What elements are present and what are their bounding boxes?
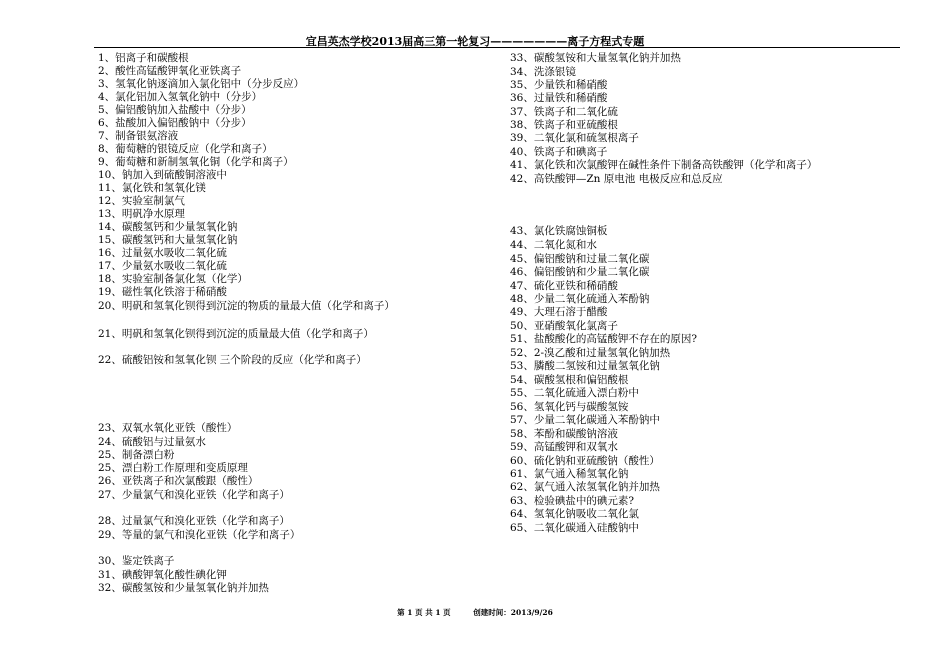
question-item: 24、硫酸铝与过量氨水 [98, 436, 206, 448]
question-item: 57、少量二氧化碳通入苯酚钠中 [510, 414, 660, 426]
question-item: 35、少量铁和稀硝酸 [510, 79, 608, 91]
question-item: 58、苯酚和碳酸钠溶液 [510, 428, 618, 440]
question-item: 40、铁离子和碘离子 [510, 146, 608, 158]
question-item: 16、过量氨水吸收二氧化硫 [98, 247, 227, 259]
question-item: 5、偏铝酸钠加入盐酸中（分步） [98, 104, 252, 116]
question-item: 54、碳酸氢根和偏铝酸根 [510, 374, 629, 386]
creation-date: 创建时间：2013/9/26 [473, 608, 553, 617]
question-item: 45、偏铝酸钠和过量二氧化碳 [510, 253, 650, 265]
question-item: 25、制备漂白粉 [98, 449, 175, 461]
question-item: 14、碳酸氢钙和少量氢氧化钠 [98, 221, 238, 233]
question-item: 50、亚硝酸氧化氯离子 [510, 320, 618, 332]
question-item: 56、氢氧化钙与碳酸氢铵 [510, 401, 629, 413]
question-item: 18、实验室制备氯化氢（化学） [98, 273, 248, 285]
question-item: 48、少量二氧化硫通入苯酚钠 [510, 293, 650, 305]
question-item: 21、明矾和氢氧化钡得到沉淀的质量最大值（化学和离子） [98, 328, 374, 340]
question-item: 12、实验室制氯气 [98, 195, 185, 207]
document-title: 宜昌英杰学校2013届高三第一轮复习———————离子方程式专题 [305, 35, 645, 48]
question-item: 33、碳酸氢铵和大量氢氧化钠并加热 [510, 52, 681, 64]
question-item: 19、磁性氧化铁溶于稀硝酸 [98, 286, 227, 298]
page-footer [0, 607, 950, 618]
question-item: 4、氯化铝加入氢氧化钠中（分步） [98, 91, 263, 103]
question-item: 44、二氧化氮和水 [510, 239, 597, 251]
question-item: 23、双氧水氧化亚铁（酸性） [98, 422, 238, 434]
question-item: 20、明矾和氢氧化钡得到沉淀的物质的量最大值（化学和离子） [98, 300, 395, 312]
question-item: 55、二氧化硫通入漂白粉中 [510, 387, 639, 399]
page-number: 第 1 页 共 1 页 [397, 608, 451, 617]
question-item: 41、氯化铁和次氯酸钾在碱性条件下制备高铁酸钾（化学和离子） [510, 159, 818, 171]
question-item: 49、大理石溶于醋酸 [510, 306, 608, 318]
header-rule [94, 47, 900, 48]
question-item: 39、二氧化氯和硫氢根离子 [510, 132, 639, 144]
question-item: 10、钠加入到硫酸铜溶液中 [98, 169, 227, 181]
question-item: 22、硫酸铝铵和氢氧化钡 三个阶段的反应（化学和离子） [98, 354, 367, 366]
question-item: 61、氯气通入稀氢氧化钠 [510, 468, 629, 480]
question-item: 29、等量的氯气和溴化亚铁（化学和离子） [98, 529, 301, 541]
question-item: 34、洗涤银镜 [510, 66, 576, 78]
question-item: 53、膦酸二氢铵和过量氢氧化钠 [510, 360, 660, 372]
question-item: 1、铝离子和碳酸根 [98, 52, 189, 64]
question-item: 31、碘酸钾氧化酸性碘化钾 [98, 569, 227, 581]
question-item: 3、氢氧化钠逐滴加入氯化铝中（分步反应） [98, 78, 305, 90]
question-item: 46、偏铝酸钠和少量二氧化碳 [510, 266, 650, 278]
question-item: 42、高铁酸钾—Zn 原电池 电极反应和总反应 [510, 173, 723, 185]
question-item: 17、少量氨水吸收二氧化硫 [98, 260, 227, 272]
question-item: 63、检验碘盐中的碘元素? [510, 495, 634, 507]
question-item: 51、盐酸酸化的高锰酸钾不存在的原因? [510, 333, 697, 345]
question-item: 62、氯气通入浓氢氧化钠并加热 [510, 481, 660, 493]
question-item: 13、明矾净水原理 [98, 208, 185, 220]
question-item: 37、铁离子和二氧化硫 [510, 106, 618, 118]
question-item: 25、漂白粉工作原理和变质原理 [98, 462, 248, 474]
question-item: 60、硫化钠和亚硫酸钠（酸性） [510, 455, 660, 467]
question-item: 2、酸性高锰酸钾氧化亚铁离子 [98, 65, 242, 77]
question-item: 11、氯化铁和氢氧化镁 [98, 182, 206, 194]
question-item: 26、亚铁离子和次氯酸跟（酸性） [98, 475, 259, 487]
question-item: 8、葡萄糖的银镜反应（化学和离子） [98, 143, 273, 155]
question-item: 43、氯化铁腐蚀铜板 [510, 225, 608, 237]
question-item: 27、少量氯气和溴化亚铁（化学和离子） [98, 489, 290, 501]
question-item: 9、葡萄糖和新制氢氧化铜（化学和离子） [98, 156, 294, 168]
question-item: 59、高锰酸钾和双氧水 [510, 441, 618, 453]
question-item: 47、硫化亚铁和稀硝酸 [510, 280, 618, 292]
question-item: 64、氢氧化钠吸收二氧化氯 [510, 508, 639, 520]
question-item: 30、鉴定铁离子 [98, 555, 175, 567]
question-item: 38、铁离子和亚硫酸根 [510, 119, 618, 131]
question-item: 52、2-溴乙酸和过量氢氧化钠加热 [510, 347, 671, 359]
question-item: 65、二氧化碳通入硅酸钠中 [510, 522, 639, 534]
question-item: 36、过量铁和稀硝酸 [510, 92, 608, 104]
question-item: 7、制备银氨溶液 [98, 130, 179, 142]
question-item: 32、碳酸氢铵和少量氢氧化钠并加热 [98, 582, 269, 594]
question-item: 6、盐酸加入偏铝酸钠中（分步） [98, 117, 252, 129]
question-item: 28、过量氯气和溴化亚铁（化学和离子） [98, 515, 290, 527]
question-item: 15、碳酸氢钙和大量氢氧化钠 [98, 234, 238, 246]
